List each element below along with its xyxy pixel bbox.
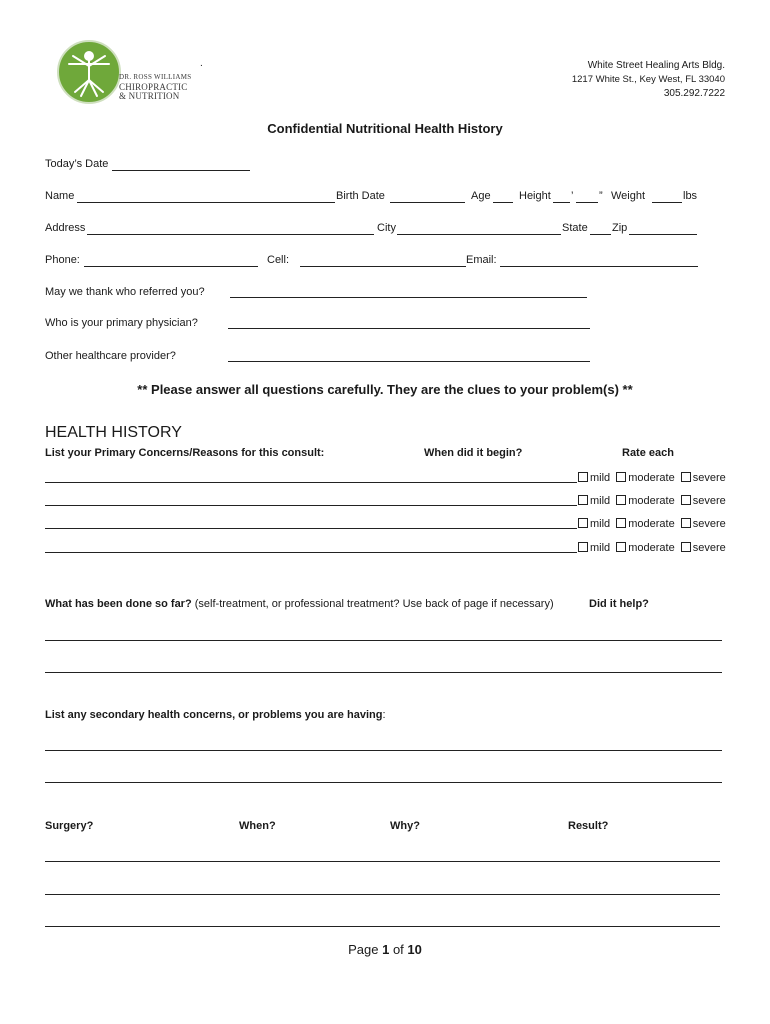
age-field[interactable] [493,202,513,203]
mild-checkbox[interactable] [578,495,588,505]
header-phone: 305.292.7222 [663,88,725,99]
concern-field[interactable] [45,505,577,506]
concern-field[interactable] [45,528,577,529]
logo-emblem-icon [57,40,121,104]
name-field[interactable] [77,202,335,203]
phone-label: Phone: [45,254,80,266]
surgery-result-label: Result? [568,820,609,832]
height-inches-mark: ” [599,190,603,202]
zip-label: Zip [612,222,628,234]
surgery-field-line-1[interactable] [45,861,720,862]
secondary-concerns-text: List any secondary health concerns, or problems you are having [45,709,383,721]
lbs-label: lbs [683,190,698,202]
concern-field[interactable] [45,482,577,483]
treatment-field-line-2[interactable] [45,672,722,673]
address-field[interactable] [87,234,374,235]
moderate-option-label: moderate [628,518,675,530]
logo-nutrition: & NUTRITION [119,91,180,101]
rate-each-label: Rate each [622,447,674,459]
logo-doctor-name: DR. ROSS WILLIAMS [119,73,192,81]
severe-checkbox[interactable] [681,542,691,552]
birth-date-label: Birth Date [336,190,385,202]
weight-label: Weight [611,190,646,202]
moderate-option-label: moderate [628,472,675,484]
mild-checkbox[interactable] [578,472,588,482]
height-feet-mark: ’ [571,190,574,202]
header-dot: . [200,58,203,69]
city-label: City [377,222,396,234]
header-street: 1217 White St., Key West, FL 33040 [571,74,725,85]
moderate-option-label: moderate [628,542,675,554]
city-field[interactable] [397,234,561,235]
moderate-checkbox[interactable] [616,495,626,505]
weight-field[interactable] [652,202,682,203]
physician-label: Who is your primary physician? [45,317,198,329]
birth-date-field[interactable] [390,202,465,203]
severe-option-label: severe [692,472,726,484]
moderate-checkbox[interactable] [616,542,626,552]
severe-option-label: severe [692,495,726,507]
secondary-concerns-label [45,709,386,721]
severe-checkbox[interactable] [681,472,691,482]
treatment-field-line-1[interactable] [45,640,722,641]
vitruvian-figure-icon [59,42,119,102]
address-label: Address [45,222,86,234]
concern-row [45,495,725,509]
cell-field[interactable] [300,266,466,267]
mild-checkbox[interactable] [578,542,588,552]
health-history-heading: HEALTH HISTORY [45,424,182,441]
severe-option-label: severe [692,518,726,530]
concern-row [45,542,725,556]
surgery-field-line-3[interactable] [45,926,720,927]
secondary-colon: : [382,709,386,721]
height-inches-field[interactable] [576,202,598,203]
concern-row [45,472,725,486]
moderate-option-label: moderate [628,495,675,507]
referred-label: May we thank who referred you? [45,286,205,298]
mild-option-label: mild [590,542,611,554]
other-provider-label: Other healthcare provider? [45,350,176,362]
treatment-done-label [45,598,554,610]
severe-checkbox[interactable] [681,518,691,528]
secondary-field-line-1[interactable] [45,750,722,751]
mild-option-label: mild [590,518,611,530]
page-word: Page [348,942,379,957]
concern-row [45,518,725,532]
severe-checkbox[interactable] [681,495,691,505]
other-provider-field[interactable] [228,361,590,362]
moderate-checkbox[interactable] [616,518,626,528]
phone-field[interactable] [84,266,258,267]
todays-date-label: Today’s Date [45,158,109,170]
physician-field[interactable] [228,328,590,329]
height-feet-field[interactable] [553,202,570,203]
concern-field[interactable] [45,552,577,553]
surgery-when-label: When? [239,820,276,832]
state-field[interactable] [590,234,611,235]
instructions-notice: ** Please answer all questions carefully. They are the clues to your problem(s) ** [137,382,633,397]
page-number [0,942,770,957]
moderate-checkbox[interactable] [616,472,626,482]
did-it-help-label: Did it help? [589,598,649,610]
page-current: 1 [382,942,390,957]
page-of: of [392,942,404,957]
surgery-field-line-2[interactable] [45,894,720,895]
cell-label: Cell: [267,254,290,266]
logo-chiropractic: CHIROPRACTIC [119,82,188,92]
referred-field[interactable] [230,297,587,298]
todays-date-field[interactable] [112,170,250,171]
when-began-label: When did it begin? [424,447,523,459]
secondary-field-line-2[interactable] [45,782,722,783]
height-label: Height [519,190,551,202]
mild-checkbox[interactable] [578,518,588,528]
name-label: Name [45,190,75,202]
form-title: Confidential Nutritional Health History [267,121,503,136]
primary-concerns-label: List your Primary Concerns/Reasons for this consult: [45,447,325,459]
state-label: State [562,222,588,234]
zip-field[interactable] [629,234,697,235]
severe-option-label: severe [692,542,726,554]
email-field[interactable] [500,266,698,267]
age-label: Age [471,190,491,202]
treatment-done-hint: (self-treatment, or professional treatment? Use back of page if necessary) [191,598,554,610]
surgery-label: Surgery? [45,820,94,832]
mild-option-label: mild [590,495,611,507]
surgery-why-label: Why? [390,820,420,832]
page-total: 10 [407,942,422,957]
treatment-done-question: What has been done so far? [45,598,192,610]
mild-option-label: mild [590,472,611,484]
header-building: White Street Healing Arts Bldg. [587,60,725,71]
email-label: Email: [466,254,497,266]
